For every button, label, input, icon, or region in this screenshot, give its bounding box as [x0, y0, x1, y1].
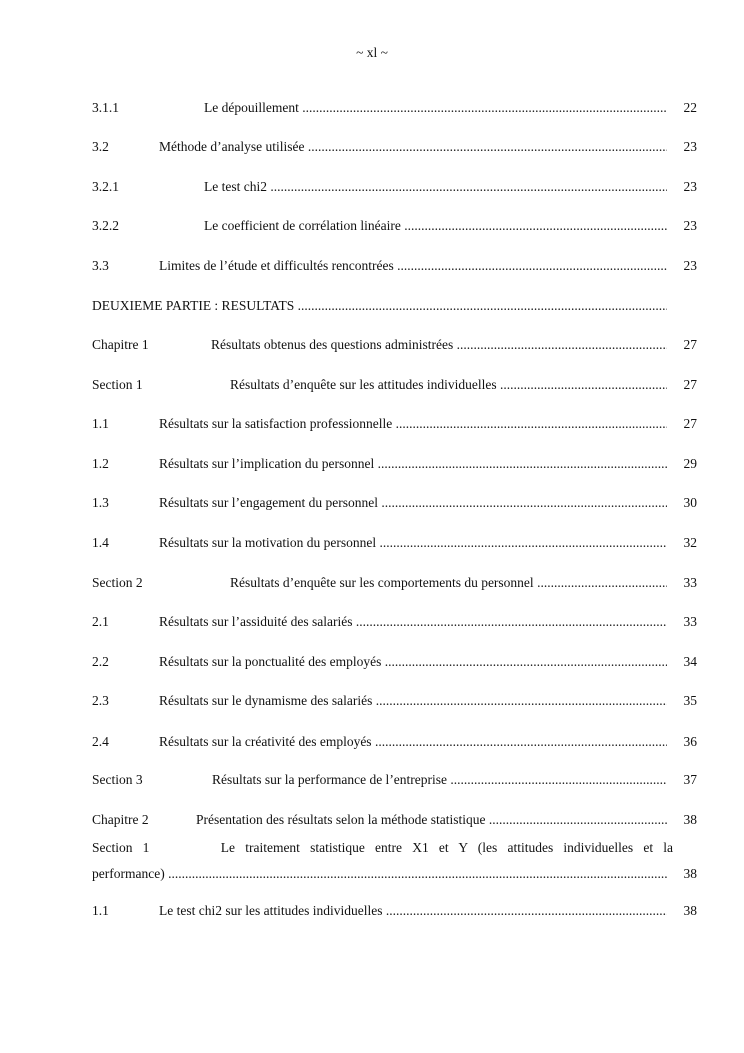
- toc-entry-title: Résultats sur le dynamisme des salariés: [159, 693, 373, 708]
- toc-entry-title: Résultats sur la performance de l’entreprise: [212, 772, 448, 787]
- toc-entry-number: 3.3: [92, 258, 109, 273]
- toc-entry: [92, 177, 697, 197]
- toc-entry-page: 27: [683, 337, 697, 352]
- toc-entry-title: Limites de l’étude et difficultés rencontrées: [159, 258, 394, 273]
- toc-entry: [92, 375, 697, 395]
- toc-entry: [92, 414, 697, 434]
- toc-entry: [92, 652, 697, 672]
- toc-entry: [92, 216, 697, 236]
- toc-entry-page: 29: [683, 456, 697, 471]
- toc-entry-page: 35: [683, 693, 697, 708]
- toc-entry-title: Le traitement statistique entre X1 et Y (les attitudes individuelles et la: [220, 840, 674, 855]
- toc-entry-number: 1.4: [92, 535, 109, 550]
- toc-entry-page: 23: [683, 218, 697, 233]
- toc-entry: [92, 137, 697, 157]
- toc-entry-title: Résultats sur la motivation du personnel: [159, 535, 377, 550]
- toc-entry-number: Section 1: [92, 377, 143, 392]
- toc-entry-number: Chapitre 1: [92, 337, 149, 352]
- toc-entry: [92, 691, 697, 711]
- toc-entry-number: 2.2: [92, 654, 109, 669]
- toc-entry-title: performance): [92, 866, 165, 881]
- toc-entry-number: 3.2.2: [92, 218, 119, 233]
- toc-entry-page: 36: [683, 734, 697, 749]
- toc-entry-page: 32: [683, 535, 697, 550]
- toc-entry: [92, 810, 697, 830]
- toc-entry-title: Le coefficient de corrélation linéaire: [204, 218, 401, 233]
- toc-entry-title: Résultats d’enquête sur les comportements du personnel: [230, 575, 534, 590]
- toc-entry: [92, 454, 697, 474]
- toc-entry-title: Résultats sur la satisfaction professionnelle: [159, 416, 393, 431]
- toc-entry: [92, 770, 697, 790]
- toc-entry-page: 37: [683, 772, 697, 787]
- toc-entry-title-line-2: [92, 864, 697, 884]
- toc-entry-title: Présentation des résultats selon la méthode statistique: [196, 812, 486, 827]
- toc-entry-title: Résultats sur l’engagement du personnel: [159, 495, 378, 510]
- toc-part-heading: [92, 296, 697, 316]
- toc-entry-number: 3.1.1: [92, 100, 119, 115]
- toc-entry-title: Le test chi2 sur les attitudes individuelles: [159, 903, 383, 918]
- toc-entry-number: 3.2.1: [92, 179, 119, 194]
- toc-entry-number: Section 2: [92, 575, 143, 590]
- toc-entry-title: Résultats sur la ponctualité des employés: [159, 654, 382, 669]
- toc-entry: [92, 98, 697, 118]
- toc-entry: [92, 901, 697, 921]
- toc-entry-number: 1.2: [92, 456, 109, 471]
- toc-entry-title: Le test chi2: [204, 179, 267, 194]
- toc-entry-page: 23: [683, 258, 697, 273]
- toc-entry-number: 2.4: [92, 734, 109, 749]
- toc-entry-page: 23: [683, 139, 697, 154]
- toc-entry-page: 22: [683, 100, 697, 115]
- toc-entry-title: Résultats sur l’assiduité des salariés: [159, 614, 353, 629]
- toc-entry-number: Section 3: [92, 772, 143, 787]
- toc-entry-number: Chapitre 2: [92, 812, 149, 827]
- toc-entry-page: 27: [683, 416, 697, 431]
- toc-entry: [92, 612, 697, 632]
- toc-entry-page: 38: [683, 866, 697, 881]
- toc-entry-page: 23: [683, 179, 697, 194]
- toc-entry-title-line-1: [92, 838, 673, 858]
- toc-entry-page: 34: [683, 654, 697, 669]
- toc-entry-page: 30: [683, 495, 697, 510]
- toc-entry: [92, 256, 697, 276]
- toc-entry-title: Méthode d’analyse utilisée: [159, 139, 305, 154]
- toc-entry-number: 1.3: [92, 495, 109, 510]
- toc-entry-number: 2.3: [92, 693, 109, 708]
- toc-entry-number: 2.1: [92, 614, 109, 629]
- toc-entry-number: 3.2: [92, 139, 109, 154]
- toc-entry-page: 38: [683, 903, 697, 918]
- toc-entry-page: 33: [683, 614, 697, 629]
- toc-entry: [92, 533, 697, 553]
- toc-entry: [92, 573, 697, 593]
- toc-entry-number: 1.1: [92, 416, 109, 431]
- toc-entry-page: 33: [683, 575, 697, 590]
- toc-entry-page: 38: [683, 812, 697, 827]
- toc-entry-title: Résultats sur l’implication du personnel: [159, 456, 375, 471]
- toc-entry-title: Résultats sur la créativité des employés: [159, 734, 372, 749]
- toc-entry-title: DEUXIEME PARTIE : RESULTATS: [92, 298, 295, 313]
- toc-entry: [92, 732, 697, 752]
- toc-entry-title: Le dépouillement: [204, 100, 299, 115]
- toc-entry-page: 27: [683, 377, 697, 392]
- page-number: ~ xl ~: [356, 45, 388, 60]
- toc-entry-number: Section 1: [92, 840, 150, 855]
- toc-entry-number: 1.1: [92, 903, 109, 918]
- toc-entry: [92, 493, 697, 513]
- toc-entry-title: Résultats d’enquête sur les attitudes individuelles: [230, 377, 497, 392]
- toc-entry: [92, 335, 697, 355]
- toc-entry-title: Résultats obtenus des questions administrées: [211, 337, 454, 352]
